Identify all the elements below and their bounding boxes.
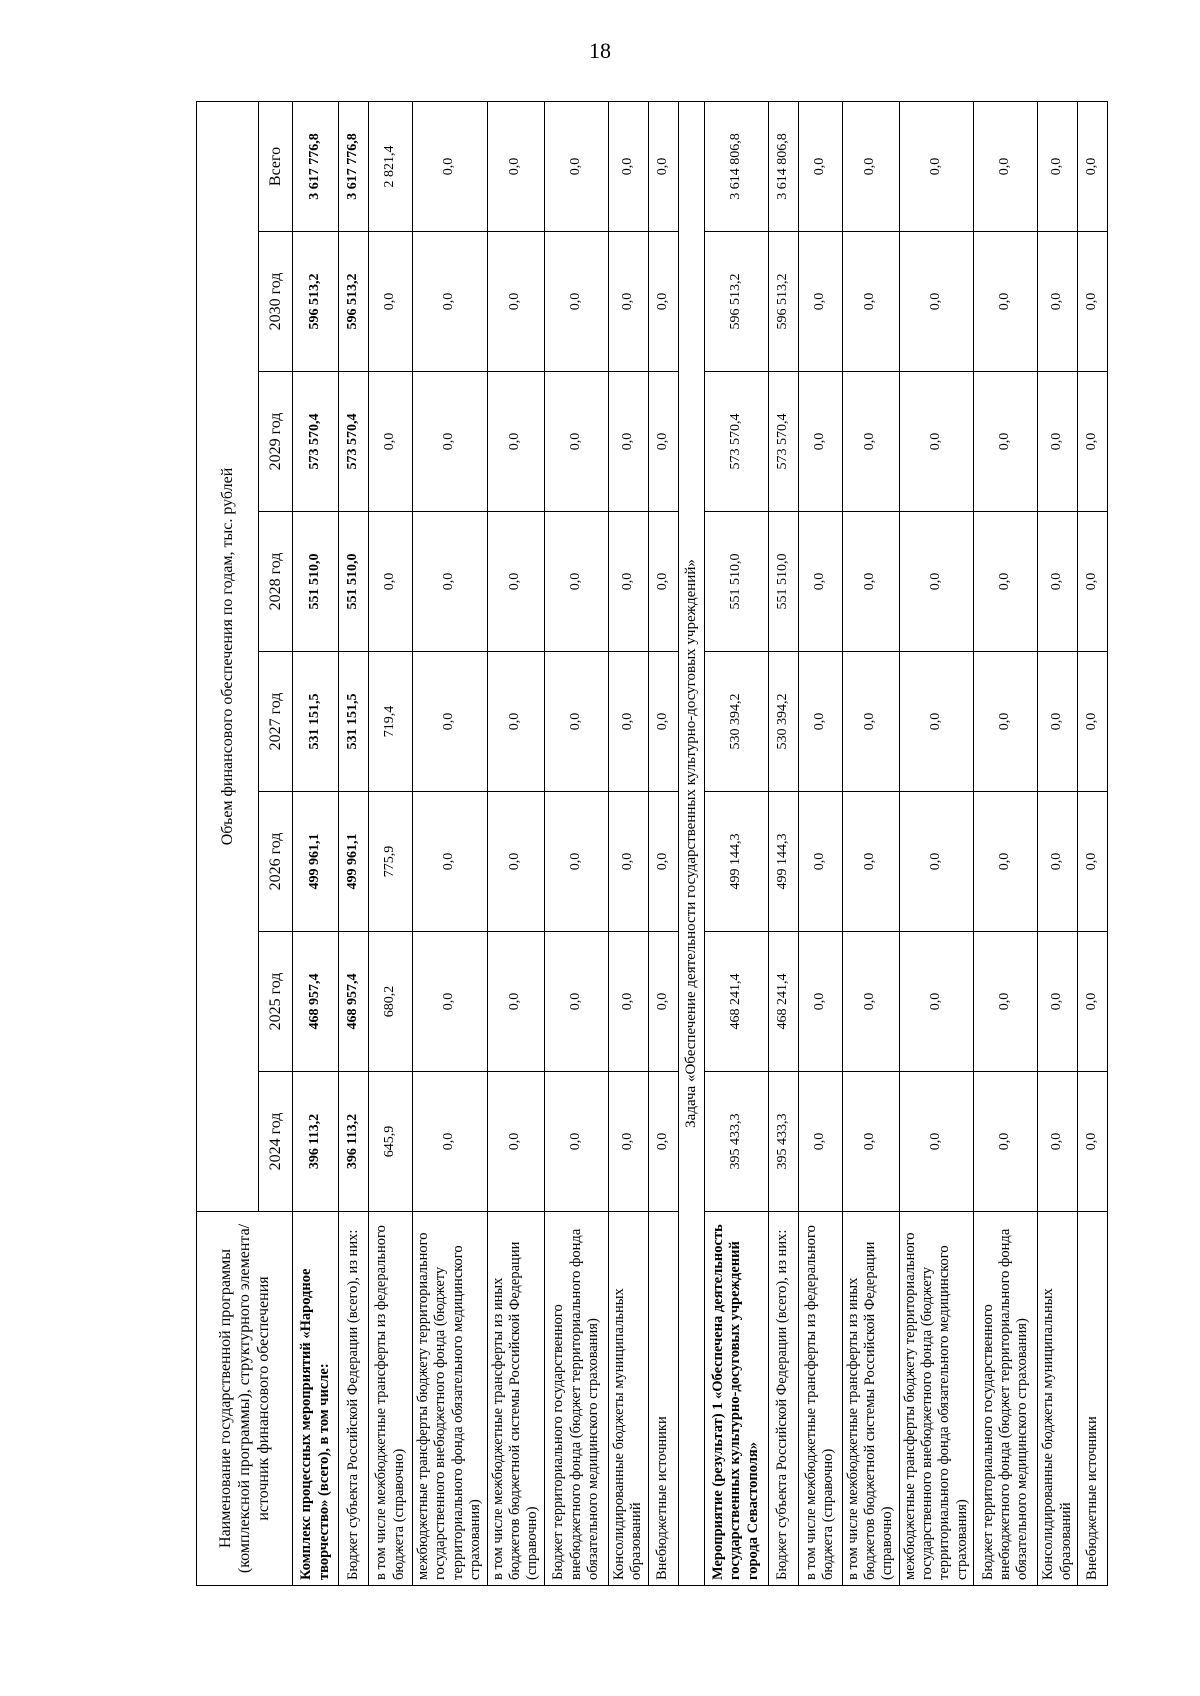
row-value: 0,0 xyxy=(1078,932,1108,1072)
row-value: 0,0 xyxy=(369,512,413,652)
row-value: 531 151,5 xyxy=(293,652,339,792)
header-name-column: Наименование государственной программы (комплексной программы), структурного элемента/источник финансового обеспечения xyxy=(197,1212,293,1586)
row-value: 0,0 xyxy=(487,232,544,372)
row-value: 0,0 xyxy=(1078,1072,1108,1212)
row-value: 0,0 xyxy=(899,512,974,652)
row-value: 468 241,4 xyxy=(768,932,798,1072)
row-value: 0,0 xyxy=(899,652,974,792)
table-row xyxy=(1038,101,1078,1585)
row-value: 0,0 xyxy=(798,372,842,512)
row-value: 775,9 xyxy=(369,792,413,932)
row-value: 0,0 xyxy=(1038,652,1078,792)
row-value: 0,0 xyxy=(608,512,648,652)
row-value: 0,0 xyxy=(413,101,488,231)
table-row xyxy=(768,101,798,1585)
row-value: 0,0 xyxy=(544,232,608,372)
row-value: 0,0 xyxy=(544,372,608,512)
row-value: 0,0 xyxy=(798,652,842,792)
row-value: 0,0 xyxy=(487,512,544,652)
row-value: 0,0 xyxy=(842,232,899,372)
row-value: 0,0 xyxy=(608,372,648,512)
row-value: 0,0 xyxy=(413,512,488,652)
row-value: 0,0 xyxy=(899,372,974,512)
task-title: Задача «Обеспечение деятельности государственных культурно-досуговых учреждений» xyxy=(678,101,704,1585)
row-value: 0,0 xyxy=(899,932,974,1072)
header-amount-group: Объем финансового обеспечения по годам, тыс. рублей xyxy=(197,101,259,1211)
row-value: 0,0 xyxy=(544,1072,608,1212)
header-year: 2029 год xyxy=(259,372,293,512)
row-value: 468 957,4 xyxy=(339,932,369,1072)
row-value: 0,0 xyxy=(974,101,1038,231)
row-value: 0,0 xyxy=(544,652,608,792)
row-value: 0,0 xyxy=(974,372,1038,512)
table-row xyxy=(544,101,608,1585)
row-label: Мероприятие (результат) 1 «Обеспечена деятельность государственных культурно-досуговых учреждений города Севастополя» xyxy=(704,1212,768,1586)
row-value: 551 510,0 xyxy=(293,512,339,652)
row-value: 0,0 xyxy=(487,932,544,1072)
row-value: 0,0 xyxy=(842,652,899,792)
row-value: 0,0 xyxy=(487,652,544,792)
header-year: 2026 год xyxy=(259,792,293,932)
row-value: 680,2 xyxy=(369,932,413,1072)
row-value: 0,0 xyxy=(1038,372,1078,512)
row-value: 0,0 xyxy=(608,101,648,231)
task-row xyxy=(678,101,704,1585)
row-value: 0,0 xyxy=(1078,652,1108,792)
table-row xyxy=(798,101,842,1585)
row-value: 573 570,4 xyxy=(704,372,768,512)
table-row xyxy=(293,101,339,1585)
row-value: 0,0 xyxy=(369,372,413,512)
row-value: 499 961,1 xyxy=(293,792,339,932)
row-value: 0,0 xyxy=(648,932,678,1072)
row-value: 596 513,2 xyxy=(704,232,768,372)
row-value: 0,0 xyxy=(413,932,488,1072)
row-value: 0,0 xyxy=(648,792,678,932)
header-year: 2028 год xyxy=(259,512,293,652)
row-value: 0,0 xyxy=(648,232,678,372)
table-row xyxy=(608,101,648,1585)
row-label: в том числе межбюджетные трансферты из федерального бюджета (справочно) xyxy=(798,1212,842,1586)
row-value: 573 570,4 xyxy=(339,372,369,512)
row-value: 3 617 776,8 xyxy=(293,101,339,231)
row-value: 0,0 xyxy=(842,792,899,932)
row-value: 530 394,2 xyxy=(704,652,768,792)
row-value: 0,0 xyxy=(1078,232,1108,372)
row-value: 0,0 xyxy=(369,232,413,372)
row-value: 0,0 xyxy=(413,652,488,792)
row-value: 3 617 776,8 xyxy=(339,101,369,231)
table-body xyxy=(293,101,1108,1585)
table-row xyxy=(413,101,488,1585)
row-value: 0,0 xyxy=(974,932,1038,1072)
table-row xyxy=(339,101,369,1585)
row-value: 0,0 xyxy=(1038,932,1078,1072)
row-label: Бюджет территориального государственного внебюджетного фонда (бюджет территориального фонда обязательного медицинского страхования) xyxy=(974,1212,1038,1586)
row-label: Комплекс процессных мероприятий «Народное творчество» (всего), в том числе: xyxy=(293,1212,339,1586)
row-value: 0,0 xyxy=(974,232,1038,372)
header-year: 2030 год xyxy=(259,232,293,372)
row-value: 645,9 xyxy=(369,1072,413,1212)
row-value: 0,0 xyxy=(648,372,678,512)
row-value: 596 513,2 xyxy=(293,232,339,372)
row-label: Консолидированные бюджеты муниципальных образований xyxy=(1038,1212,1078,1586)
row-value: 396 113,2 xyxy=(293,1072,339,1212)
row-value: 0,0 xyxy=(544,512,608,652)
row-value: 0,0 xyxy=(974,1072,1038,1212)
table-row xyxy=(369,101,413,1585)
row-value: 0,0 xyxy=(974,792,1038,932)
row-value: 0,0 xyxy=(608,1072,648,1212)
row-value: 0,0 xyxy=(487,101,544,231)
rotated-table-frame xyxy=(196,102,1106,1586)
row-value: 0,0 xyxy=(798,932,842,1072)
row-label: в том числе межбюджетные трансферты из иных бюджетов бюджетной системы Российской Федерации (справочно) xyxy=(487,1212,544,1586)
financing-table xyxy=(196,101,1108,1586)
row-value: 0,0 xyxy=(899,101,974,231)
row-value: 0,0 xyxy=(842,1072,899,1212)
row-label: межбюджетные трансферты бюджету территориального государственного внебюджетного фонда (бюджету территориального фонда обязательного медицинского страхования) xyxy=(899,1212,974,1586)
row-value: 531 151,5 xyxy=(339,652,369,792)
row-value: 0,0 xyxy=(608,792,648,932)
row-value: 0,0 xyxy=(1078,512,1108,652)
row-value: 0,0 xyxy=(974,512,1038,652)
row-value: 3 614 806,8 xyxy=(768,101,798,231)
row-value: 395 433,3 xyxy=(704,1072,768,1212)
row-value: 0,0 xyxy=(1038,792,1078,932)
row-value: 0,0 xyxy=(899,232,974,372)
row-value: 0,0 xyxy=(544,932,608,1072)
row-value: 0,0 xyxy=(798,1072,842,1212)
table-row xyxy=(899,101,974,1585)
row-value: 551 510,0 xyxy=(704,512,768,652)
row-value: 573 570,4 xyxy=(768,372,798,512)
row-value: 0,0 xyxy=(648,512,678,652)
row-value: 0,0 xyxy=(487,792,544,932)
row-value: 0,0 xyxy=(842,512,899,652)
row-value: 395 433,3 xyxy=(768,1072,798,1212)
row-value: 0,0 xyxy=(413,792,488,932)
row-value: 0,0 xyxy=(608,652,648,792)
row-value: 0,0 xyxy=(544,792,608,932)
row-value: 596 513,2 xyxy=(768,232,798,372)
row-value: 0,0 xyxy=(798,101,842,231)
row-value: 0,0 xyxy=(798,232,842,372)
row-label: в том числе межбюджетные трансферты из федерального бюджета (справочно) xyxy=(369,1212,413,1586)
row-value: 0,0 xyxy=(1078,792,1108,932)
row-value: 0,0 xyxy=(648,652,678,792)
row-value: 0,0 xyxy=(974,652,1038,792)
row-value: 0,0 xyxy=(842,932,899,1072)
row-value: 596 513,2 xyxy=(339,232,369,372)
row-value: 0,0 xyxy=(487,1072,544,1212)
row-value: 3 614 806,8 xyxy=(704,101,768,231)
row-value: 0,0 xyxy=(413,1072,488,1212)
row-value: 573 570,4 xyxy=(293,372,339,512)
row-value: 0,0 xyxy=(842,101,899,231)
header-year: 2027 год xyxy=(259,652,293,792)
table-row xyxy=(1078,101,1108,1585)
row-label: в том числе межбюджетные трансферты из иных бюджетов бюджетной системы Российской Федерации (справочно) xyxy=(842,1212,899,1586)
row-value: 396 113,2 xyxy=(339,1072,369,1212)
row-value: 0,0 xyxy=(608,932,648,1072)
row-value: 0,0 xyxy=(1038,101,1078,231)
table-row xyxy=(842,101,899,1585)
row-value: 0,0 xyxy=(798,792,842,932)
table-row xyxy=(704,101,768,1585)
header-total: Всего xyxy=(259,101,293,231)
row-value: 0,0 xyxy=(798,512,842,652)
row-value: 499 961,1 xyxy=(339,792,369,932)
row-value: 0,0 xyxy=(1078,372,1108,512)
row-value: 468 241,4 xyxy=(704,932,768,1072)
row-label: Консолидированные бюджеты муниципальных образований xyxy=(608,1212,648,1586)
table-row xyxy=(648,101,678,1585)
row-value: 551 510,0 xyxy=(768,512,798,652)
row-value: 499 144,3 xyxy=(768,792,798,932)
row-label: Внебюджетные источники xyxy=(648,1212,678,1586)
row-value: 0,0 xyxy=(1038,232,1078,372)
row-value: 719,4 xyxy=(369,652,413,792)
row-value: 0,0 xyxy=(648,101,678,231)
row-value: 0,0 xyxy=(487,372,544,512)
row-value: 0,0 xyxy=(413,372,488,512)
row-value: 2 821,4 xyxy=(369,101,413,231)
row-value: 0,0 xyxy=(413,232,488,372)
row-value: 0,0 xyxy=(608,232,648,372)
header-year: 2025 год xyxy=(259,932,293,1072)
table-row xyxy=(487,101,544,1585)
row-label: Внебюджетные источники xyxy=(1078,1212,1108,1586)
header-year: 2024 год xyxy=(259,1072,293,1212)
row-value: 551 510,0 xyxy=(339,512,369,652)
row-value: 530 394,2 xyxy=(768,652,798,792)
row-value: 0,0 xyxy=(1078,101,1108,231)
row-value: 0,0 xyxy=(842,372,899,512)
row-label: межбюджетные трансферты бюджету территориального государственного внебюджетного фонда (бюджету территориального фонда обязательного медицинского страхования) xyxy=(413,1212,488,1586)
row-value: 0,0 xyxy=(899,1072,974,1212)
row-label: Бюджет субъекта Российской Федерации (всего), из них: xyxy=(339,1212,369,1586)
row-value: 0,0 xyxy=(648,1072,678,1212)
table-row xyxy=(974,101,1038,1585)
row-label: Бюджет территориального государственного внебюджетного фонда (бюджет территориального фонда обязательного медицинского страхования) xyxy=(544,1212,608,1586)
page-number: 18 xyxy=(589,38,611,63)
row-value: 0,0 xyxy=(1038,1072,1078,1212)
row-value: 499 144,3 xyxy=(704,792,768,932)
row-label: Бюджет субъекта Российской Федерации (всего), из них: xyxy=(768,1212,798,1586)
row-value: 0,0 xyxy=(899,792,974,932)
row-value: 0,0 xyxy=(544,101,608,231)
row-value: 0,0 xyxy=(1038,512,1078,652)
row-value: 468 957,4 xyxy=(293,932,339,1072)
